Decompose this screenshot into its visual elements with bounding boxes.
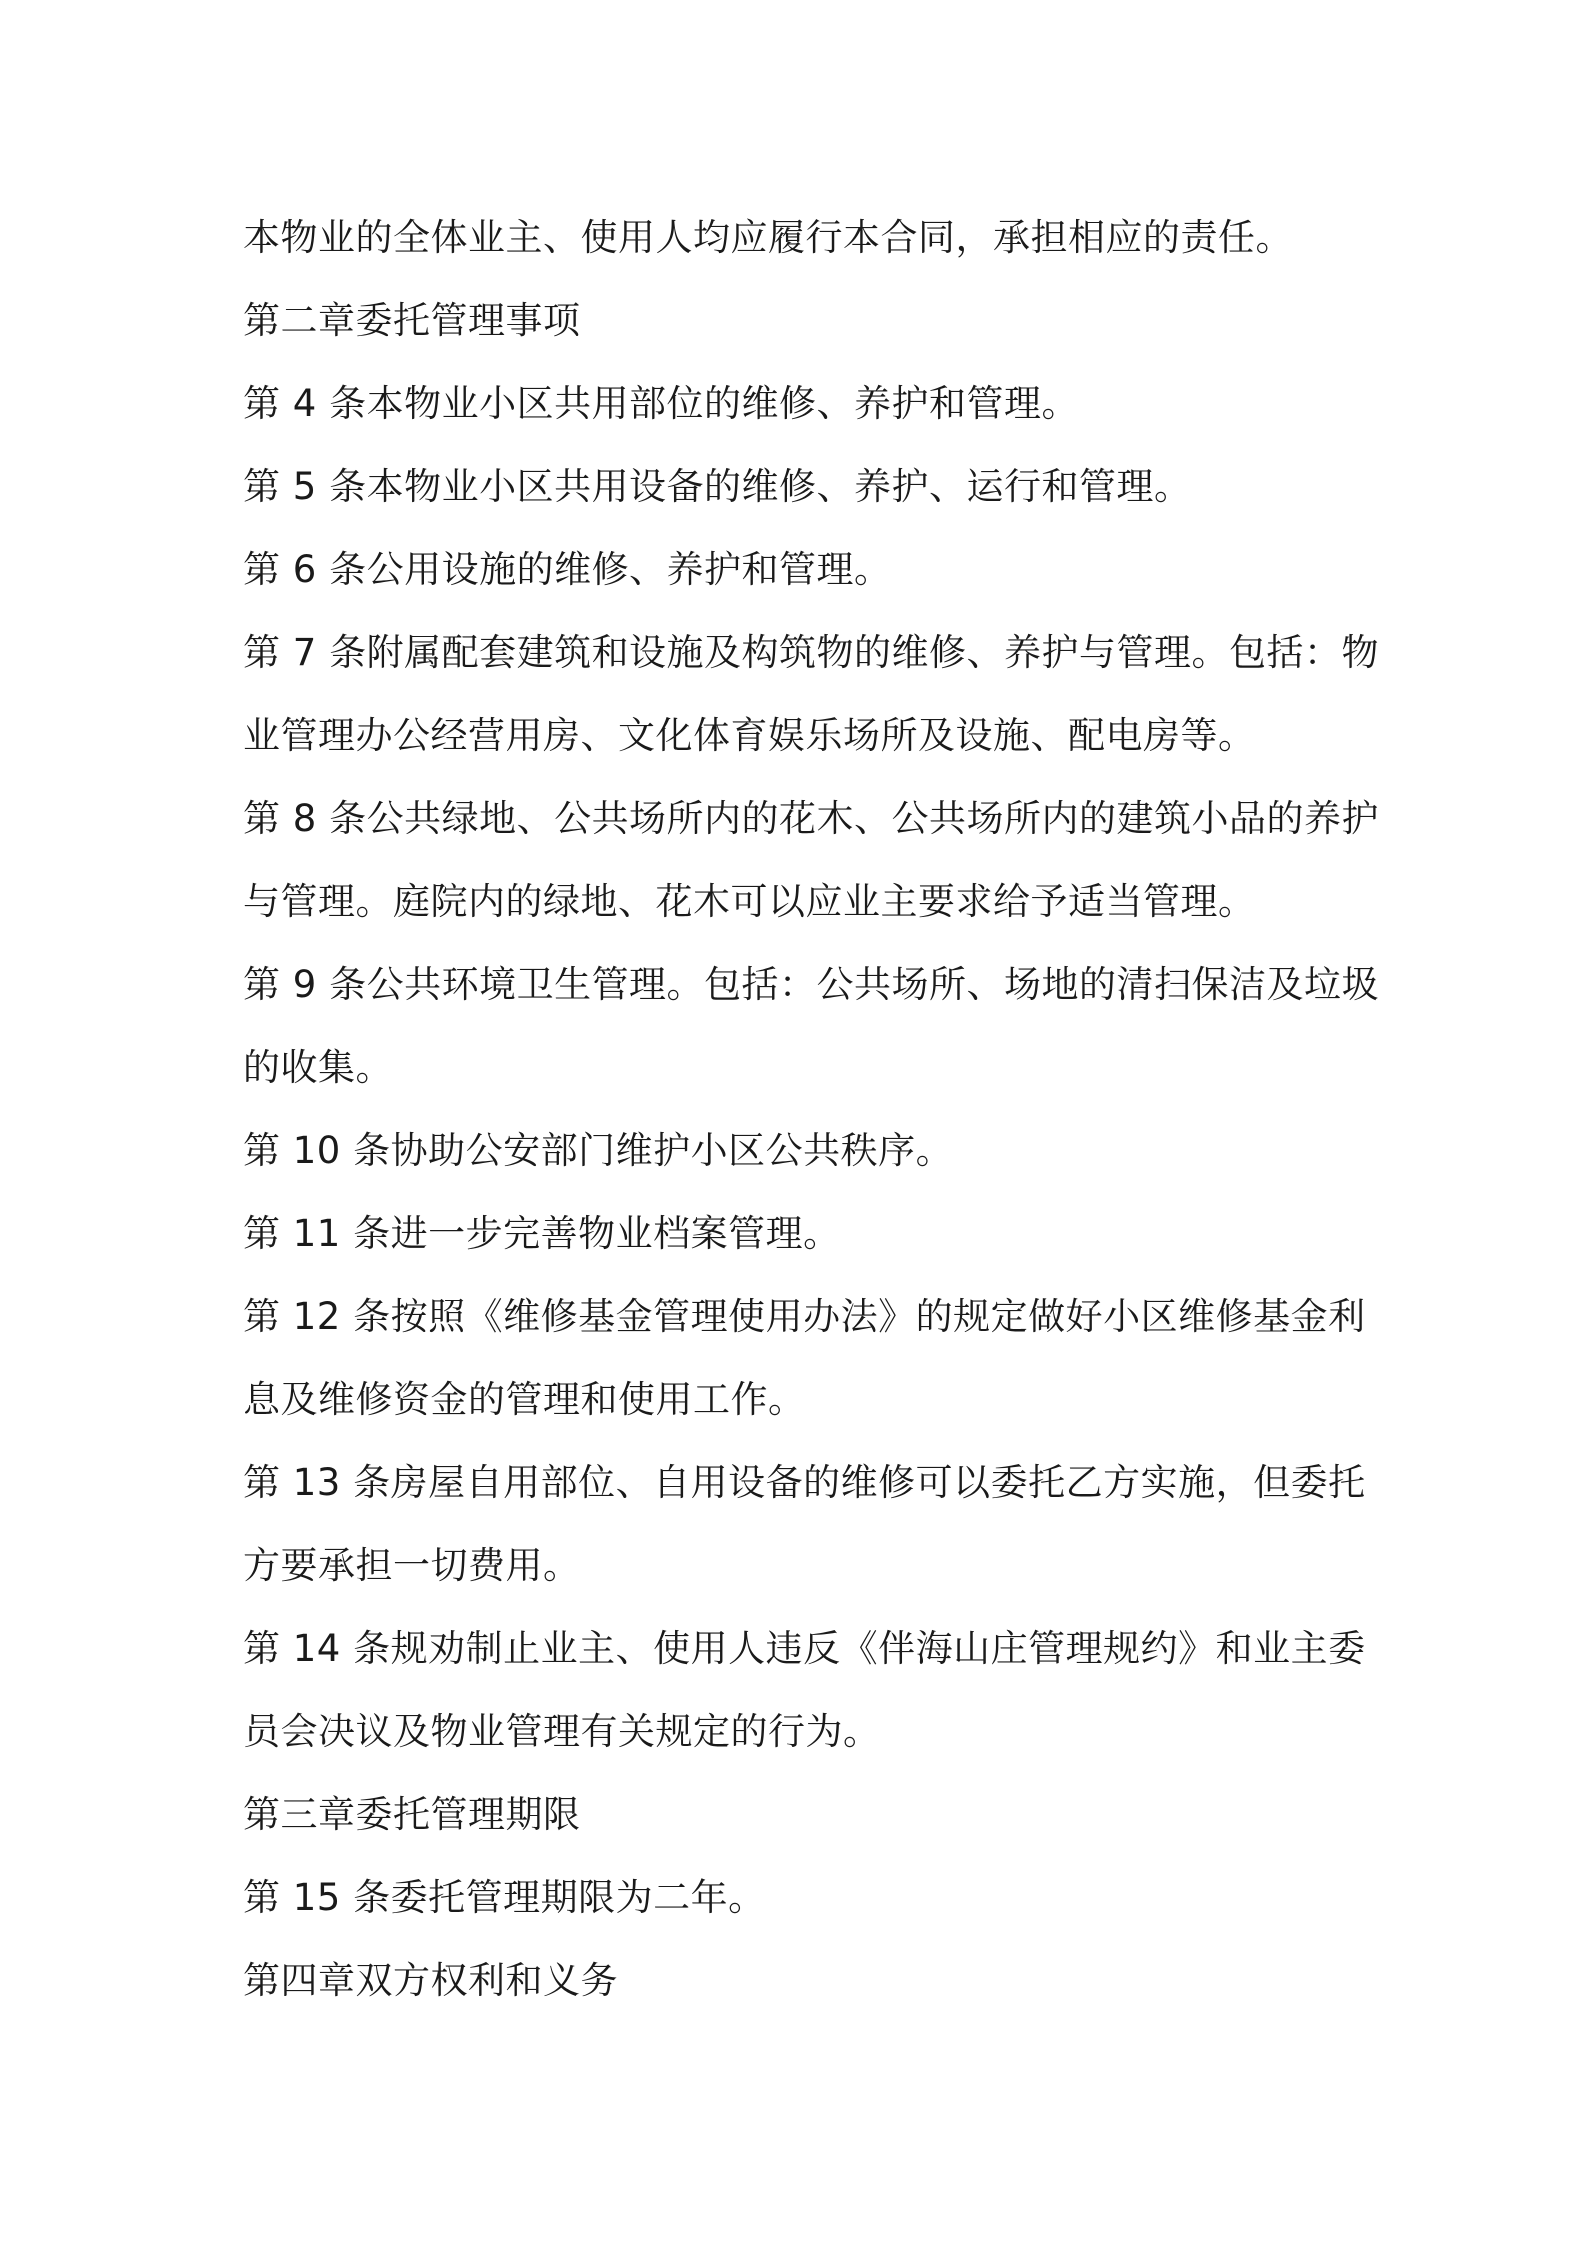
article-line: 第 13 条房屋自用部位、自用设备的维修可以委托乙方实施，但委托	[243, 1461, 1366, 1504]
text-line: 息及维修资金的管理和使用工作。	[243, 1378, 806, 1421]
text-line: 与管理。庭院内的绿地、花木可以应业主要求给予适当管理。	[243, 880, 1256, 923]
text-line: 员会决议及物业管理有关规定的行为。	[243, 1710, 881, 1753]
chapter-heading: 第三章委托管理期限	[243, 1793, 581, 1836]
article-line: 第 11 条进一步完善物业档案管理。	[243, 1212, 841, 1255]
article-line: 第 12 条按照《维修基金管理使用办法》的规定做好小区维修基金利	[243, 1295, 1366, 1338]
article-line: 第 4 条本物业小区共用部位的维修、养护和管理。	[243, 382, 1080, 425]
article-line: 第 10 条协助公安部门维护小区公共秩序。	[243, 1129, 954, 1172]
article-line: 第 8 条公共绿地、公共场所内的花木、公共场所内的建筑小品的养护	[243, 797, 1380, 840]
article-line: 第 9 条公共环境卫生管理。包括：公共场所、场地的清扫保洁及垃圾	[243, 963, 1380, 1006]
article-line: 第 15 条委托管理期限为二年。	[243, 1876, 766, 1919]
article-line: 第 5 条本物业小区共用设备的维修、养护、运行和管理。	[243, 465, 1192, 508]
article-line: 第 14 条规劝制止业主、使用人违反《伴海山庄管理规约》和业主委	[243, 1627, 1366, 1670]
document-body	[243, 196, 1380, 2022]
chapter-heading: 第二章委托管理事项	[243, 299, 581, 342]
article-line: 第 7 条附属配套建筑和设施及构筑物的维修、养护与管理。包括：物	[243, 631, 1380, 674]
text-line: 本物业的全体业主、使用人均应履行本合同，承担相应的责任。	[243, 216, 1293, 259]
text-line: 业管理办公经营用房、文化体育娱乐场所及设施、配电房等。	[243, 714, 1256, 757]
text-line: 的收集。	[243, 1046, 393, 1089]
article-line: 第 6 条公用设施的维修、养护和管理。	[243, 548, 892, 591]
chapter-heading: 第四章双方权利和义务	[243, 1959, 618, 2002]
text-line: 方要承担一切费用。	[243, 1544, 581, 1587]
